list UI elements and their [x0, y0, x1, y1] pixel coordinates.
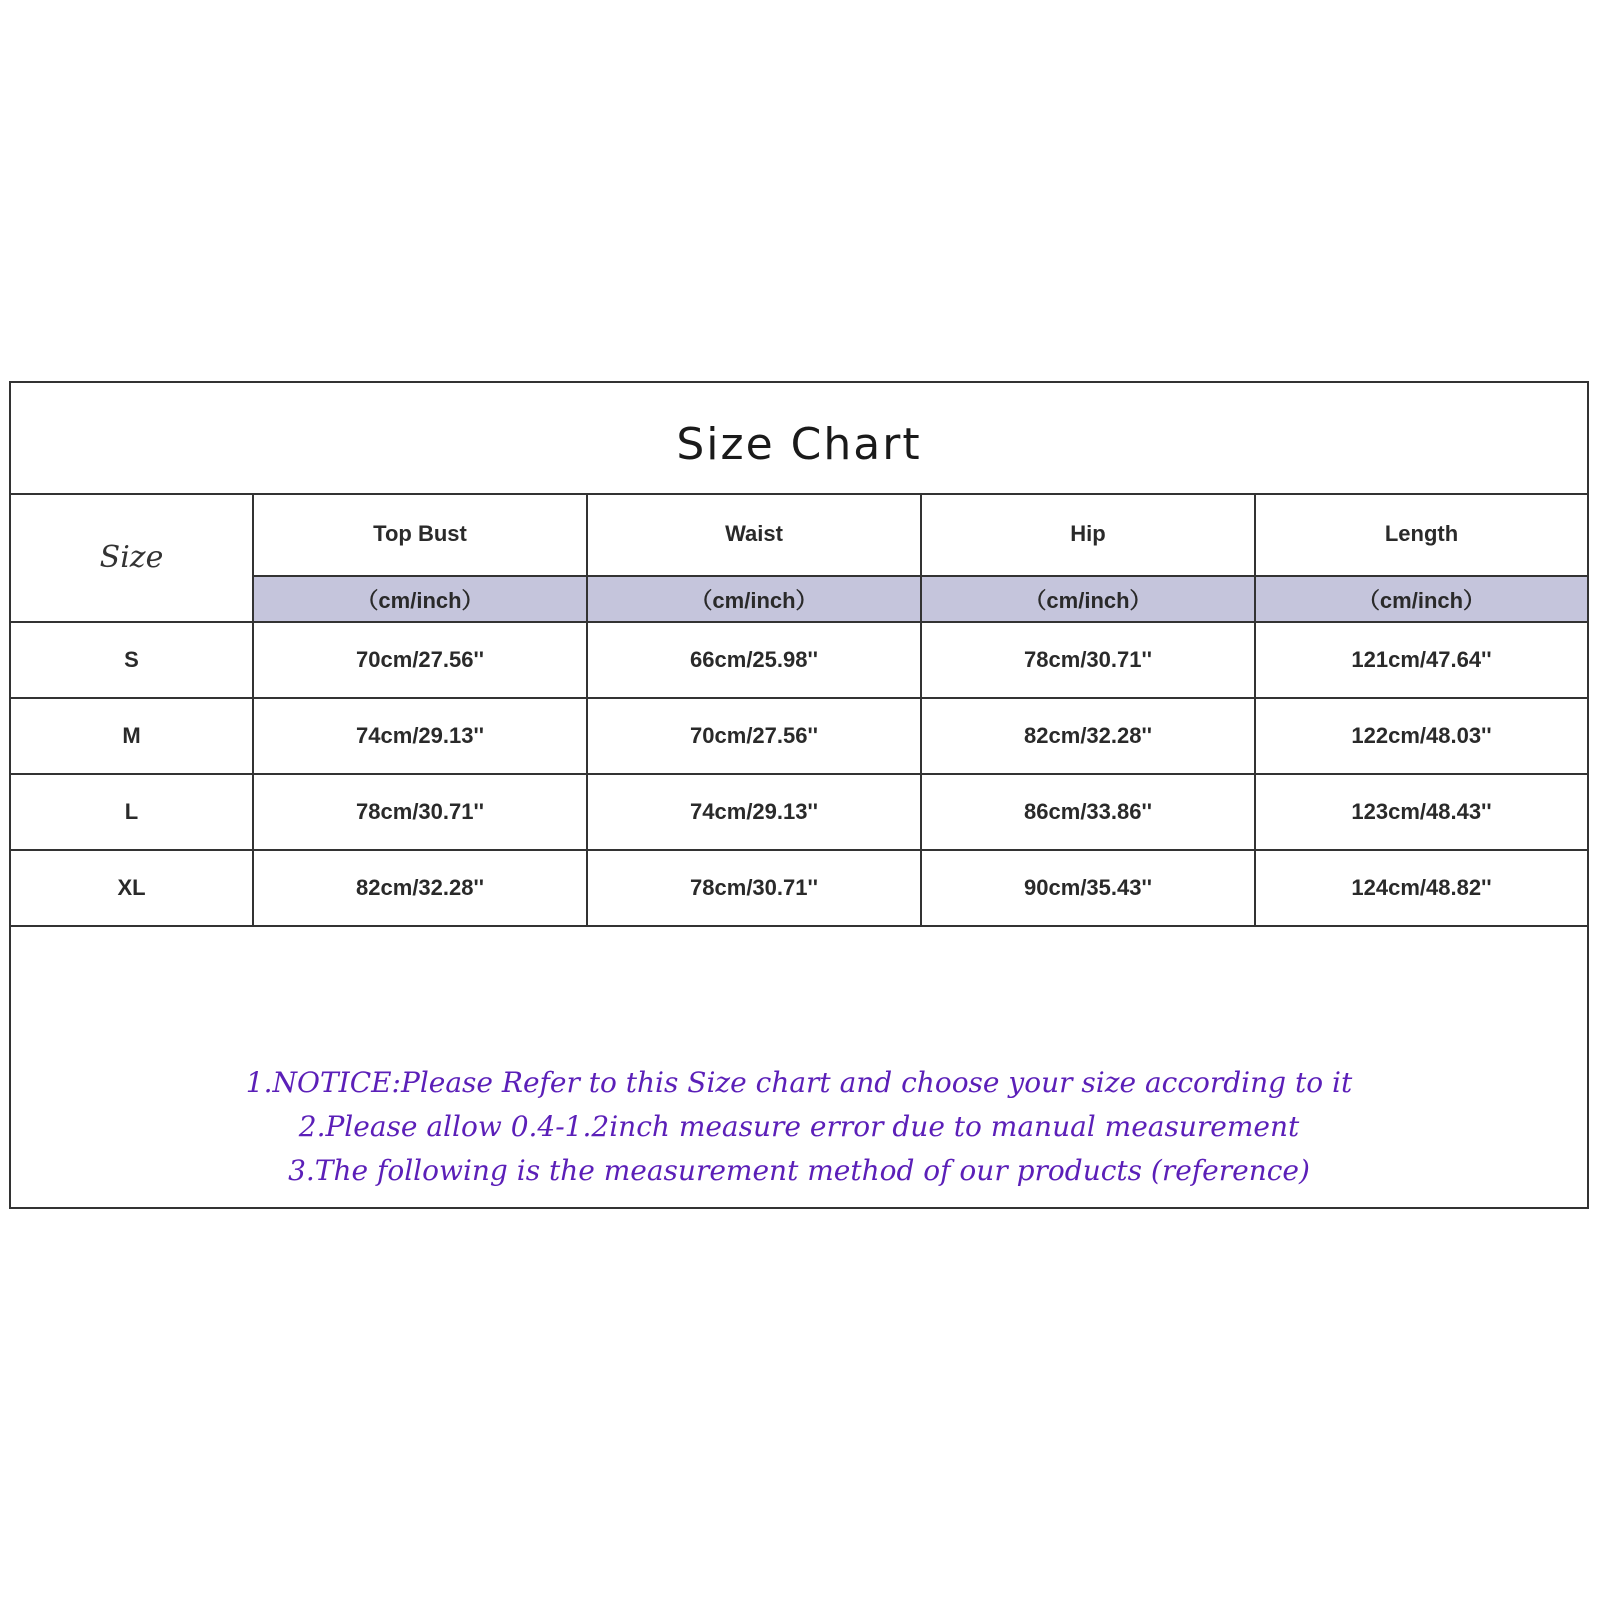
table-cell: 86cm/33.86'': [921, 774, 1255, 850]
table-cell: 123cm/48.43'': [1255, 774, 1587, 850]
table-row: [11, 698, 1587, 774]
table-row: [11, 622, 1587, 698]
table-cell: 66cm/25.98'': [587, 622, 921, 698]
table-cell: 78cm/30.71'': [253, 774, 587, 850]
table-row: [11, 774, 1587, 850]
table-cell: 70cm/27.56'': [253, 622, 587, 698]
table-cell: 78cm/30.71'': [587, 850, 921, 926]
table-cell: 70cm/27.56'': [587, 698, 921, 774]
chart-title: Size Chart: [676, 418, 922, 470]
column-header-hip: Hip: [921, 493, 1255, 576]
table-cell: 122cm/48.03'': [1255, 698, 1587, 774]
size-label: S: [11, 622, 253, 698]
size-table: [11, 493, 1587, 927]
table-cell: 124cm/48.82'': [1255, 850, 1587, 926]
unit-label: （cm/inch）: [921, 576, 1255, 622]
title-row: [11, 383, 1587, 495]
column-header-top-bust: Top Bust: [253, 493, 587, 576]
table-cell: 78cm/30.71'': [921, 622, 1255, 698]
notes-section: [11, 1023, 1587, 1207]
size-label: XL: [11, 850, 253, 926]
table-cell: 74cm/29.13'': [587, 774, 921, 850]
unit-label: （cm/inch）: [1255, 576, 1587, 622]
size-label: M: [11, 698, 253, 774]
column-header-length: Length: [1255, 493, 1587, 576]
table-cell: 90cm/35.43'': [921, 850, 1255, 926]
column-header-waist: Waist: [587, 493, 921, 576]
table-cell: 74cm/29.13'': [253, 698, 587, 774]
note-line: 3.The following is the measurement method of our products (reference): [288, 1154, 1310, 1187]
table-cell: 82cm/32.28'': [253, 850, 587, 926]
note-line: 2.Please allow 0.4-1.2inch measure error due to manual measurement: [298, 1110, 1300, 1143]
table-cell: 82cm/32.28'': [921, 698, 1255, 774]
note-line: 1.NOTICE:Please Refer to this Size chart and choose your size according to it: [245, 1066, 1353, 1099]
size-label: L: [11, 774, 253, 850]
table-row: [11, 850, 1587, 926]
table-cell: 121cm/47.64'': [1255, 622, 1587, 698]
unit-label: （cm/inch）: [587, 576, 921, 622]
size-column-header: Size: [11, 493, 253, 622]
size-chart: [9, 381, 1589, 1209]
header-row: [11, 493, 1587, 576]
unit-label: （cm/inch）: [253, 576, 587, 622]
